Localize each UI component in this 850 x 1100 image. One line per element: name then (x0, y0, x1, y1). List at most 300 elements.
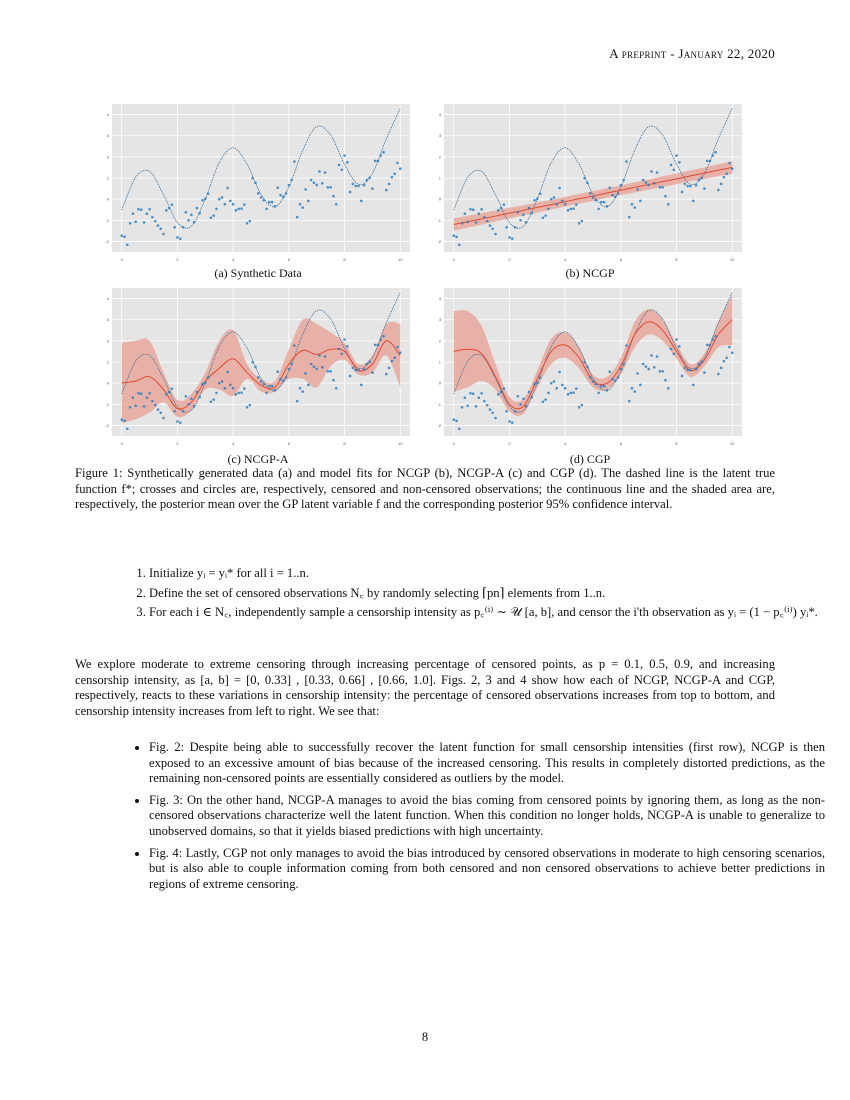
observation-point (656, 171, 659, 174)
observation-point (187, 219, 190, 222)
observation-point (379, 154, 382, 157)
observation-point (461, 222, 464, 225)
observation-point (645, 365, 648, 368)
observation-point (349, 375, 352, 378)
observation-point (137, 208, 140, 211)
observation-point (500, 207, 503, 210)
observation-point (622, 363, 625, 366)
observation-point (363, 368, 366, 371)
observation-point (709, 344, 712, 347)
observation-point (555, 387, 558, 390)
observation-point (661, 370, 664, 373)
observation-point (327, 186, 330, 189)
observation-point (519, 219, 522, 222)
running-header: A preprint - January 22, 2020 (609, 46, 775, 61)
observation-point (276, 186, 279, 189)
observation-point (572, 391, 575, 394)
observation-point (343, 338, 346, 341)
observation-point (168, 207, 171, 210)
observation-point (354, 369, 357, 372)
observation-point (146, 396, 149, 399)
observation-point (313, 365, 316, 368)
observation-point (223, 203, 226, 206)
observation-point (210, 216, 213, 219)
observation-point (198, 212, 201, 215)
observation-point (185, 211, 188, 214)
observation-point (129, 406, 132, 409)
observation-point (675, 338, 678, 341)
observation-point (497, 209, 500, 212)
observation-point (154, 404, 157, 407)
observation-point (193, 405, 196, 408)
observation-point (282, 380, 285, 383)
observation-point (489, 408, 492, 411)
observation-point (243, 203, 246, 206)
observation-point (466, 404, 469, 407)
bullet-item: • Fig. 2: Despite being able to successfully recover the latent function for small censorship intensities (first row), NCGP is then exposed to an excessive amount of bias because of the increased censoring. This results in completely distorted predictions, as the remaining non-censored points are essentially considered as outliers by the model. (149, 740, 825, 787)
x-tick-label: 6 (287, 257, 290, 262)
observation-point (522, 213, 525, 216)
observation-point (237, 208, 240, 211)
y-tick-label: 4 (438, 296, 441, 302)
observation-point (165, 393, 168, 396)
observation-point (260, 380, 263, 383)
observation-point (475, 405, 478, 408)
observation-point (254, 182, 257, 185)
observation-point (129, 222, 132, 225)
observation-point (723, 360, 726, 363)
observation-point (528, 207, 531, 210)
observation-point (583, 361, 586, 364)
observation-point (246, 222, 249, 225)
observation-point (315, 184, 318, 187)
observation-point (633, 390, 636, 393)
observation-point (379, 338, 382, 341)
observation-point (620, 184, 623, 187)
observation-point (393, 172, 396, 175)
y-tick-label: 3 (106, 133, 109, 139)
observation-point (162, 233, 165, 236)
observation-point (592, 380, 595, 383)
x-tick-label: 10 (730, 441, 735, 446)
observation-point (592, 196, 595, 199)
observation-point (542, 400, 545, 403)
step-item: 3. For each i ∈ N꜀, independently sample a censorship intensity as p꜀⁽ⁱ⁾ ∼ 𝒰 [a, b], and censor the i'th observation as yᵢ = (1 − p꜀⁽ⁱ⁾) yᵢ*. (149, 605, 825, 621)
observation-point (352, 367, 355, 370)
observation-point (505, 410, 508, 413)
observation-point (544, 398, 547, 401)
observation-point (268, 201, 271, 204)
observation-point (525, 405, 528, 408)
observation-point (656, 355, 659, 358)
observation-point (659, 186, 662, 189)
y-tick-label: 1 (106, 359, 109, 365)
observation-point (159, 411, 162, 414)
observation-point (301, 206, 304, 209)
observation-point (343, 154, 346, 157)
observation-point (251, 361, 254, 364)
observation-point (296, 400, 299, 403)
plot-ncgp (434, 104, 746, 270)
observation-point (464, 212, 467, 215)
observation-point (393, 356, 396, 359)
observation-point (246, 406, 249, 409)
censoring-steps (75, 566, 825, 625)
observation-point (148, 208, 151, 211)
observation-point (728, 346, 731, 349)
observation-point (151, 400, 154, 403)
observation-point (179, 237, 182, 240)
observation-point (544, 214, 547, 217)
observation-point (672, 352, 675, 355)
observation-point (586, 366, 589, 369)
observation-point (377, 344, 380, 347)
y-tick-label: -2 (105, 238, 109, 244)
observation-point (249, 220, 252, 223)
subcaption-a: (a) Synthetic Data (214, 266, 302, 280)
observation-point (539, 376, 542, 379)
observation-point (589, 192, 592, 195)
observation-point (720, 367, 723, 370)
x-tick-label: 8 (343, 257, 346, 262)
observation-point (553, 380, 556, 383)
observation-point (296, 216, 299, 219)
observation-point (491, 227, 494, 230)
observation-point (723, 176, 726, 179)
observation-point (268, 385, 271, 388)
observation-point (533, 383, 536, 386)
observation-point (201, 383, 204, 386)
y-tick-label: 0 (106, 196, 109, 202)
x-tick-label: 10 (398, 441, 403, 446)
observation-point (550, 382, 553, 385)
observation-point (633, 206, 636, 209)
observation-point (698, 363, 701, 366)
x-tick-label: 0 (452, 441, 455, 446)
observation-point (672, 168, 675, 171)
observation-point (204, 381, 207, 384)
observation-point (698, 179, 701, 182)
observation-point (274, 205, 277, 208)
y-tick-label: -1 (437, 217, 441, 223)
x-tick-label: 4 (232, 257, 235, 262)
observation-point (667, 203, 670, 206)
observation-point (625, 160, 628, 163)
observation-point (165, 209, 168, 212)
observation-point (249, 404, 252, 407)
observation-point (600, 385, 603, 388)
observation-point (260, 196, 263, 199)
observation-point (706, 160, 709, 163)
observation-point (589, 376, 592, 379)
observation-point (346, 345, 349, 348)
observation-point (514, 226, 517, 229)
observation-point (469, 208, 472, 211)
observation-point (329, 186, 332, 189)
y-tick-label: 2 (438, 338, 441, 344)
observation-point (240, 207, 243, 210)
observation-point (472, 392, 475, 395)
observation-point (162, 417, 165, 420)
observation-point (483, 400, 486, 403)
observation-point (157, 224, 160, 227)
observation-point (360, 200, 363, 203)
observation-point (126, 428, 129, 431)
observation-point (653, 366, 656, 369)
observation-point (315, 368, 318, 371)
observation-point (452, 234, 455, 237)
observation-point (503, 387, 506, 390)
observation-point (226, 371, 229, 374)
observation-point (304, 372, 307, 375)
observation-point (332, 379, 335, 382)
bullet-item: • Fig. 3: On the other hand, NCGP-A manages to avoid the bias coming from censored points by ignoring them, as long as the non-censored observations characterize well the latent function. When this condition no longer holds, NCGP-A is unable to generalize to unobserved domains, so that it yields biased predictions with high uncertainty. (149, 793, 825, 840)
observation-point (567, 393, 570, 396)
observation-point (196, 207, 199, 210)
observation-point (257, 376, 260, 379)
observation-point (639, 200, 642, 203)
y-tick-label: 4 (438, 112, 441, 118)
observation-point (243, 387, 246, 390)
observation-point (271, 385, 274, 388)
observation-point (193, 221, 196, 224)
observation-point (123, 235, 126, 238)
y-tick-label: 4 (106, 112, 109, 118)
y-tick-label: 2 (106, 338, 109, 344)
observation-point (371, 371, 374, 374)
observation-point (221, 380, 224, 383)
observation-point (517, 211, 520, 214)
x-tick-label: 0 (452, 257, 455, 262)
step-item: 2. Define the set of censored observations N꜀ by randomly selecting ⌈pn⌉ elements from 1..n. (149, 586, 825, 602)
observation-point (321, 182, 324, 185)
observation-point (678, 345, 681, 348)
observation-point (622, 179, 625, 182)
observation-point (581, 220, 584, 223)
y-tick-label: -2 (437, 238, 441, 244)
observation-point (293, 160, 296, 163)
observation-point (382, 151, 385, 154)
observation-point (360, 384, 363, 387)
observation-point (533, 199, 536, 202)
observation-point (594, 199, 597, 202)
observation-point (647, 368, 650, 371)
plot-cgp (434, 288, 746, 454)
observation-point (689, 369, 692, 372)
observation-point (182, 410, 185, 413)
observation-point (455, 235, 458, 238)
x-tick-label: 10 (398, 257, 403, 262)
observation-point (564, 387, 567, 390)
observation-point (711, 154, 714, 157)
observation-point (187, 403, 190, 406)
observation-point (368, 360, 371, 363)
observation-point (143, 221, 146, 224)
observation-point (226, 187, 229, 190)
observation-point (307, 200, 310, 203)
x-tick-label: 6 (287, 441, 290, 446)
observation-point (536, 381, 539, 384)
observation-point (528, 391, 531, 394)
findings-list (75, 740, 825, 898)
observation-point (279, 194, 282, 197)
observation-point (695, 184, 698, 187)
observation-point (313, 181, 316, 184)
observation-point (617, 376, 620, 379)
observation-point (681, 375, 684, 378)
observation-point (452, 418, 455, 421)
observation-point (603, 385, 606, 388)
observation-point (681, 191, 684, 194)
observation-point (703, 187, 706, 190)
subcaption-d: (d) CGP (569, 452, 611, 466)
observation-point (700, 176, 703, 179)
observation-point (137, 392, 140, 395)
observation-point (146, 212, 149, 215)
observation-point (235, 209, 238, 212)
observation-point (293, 344, 296, 347)
observation-point (706, 344, 709, 347)
observation-point (385, 373, 388, 376)
x-tick-label: 6 (619, 441, 622, 446)
observation-point (265, 392, 268, 395)
observation-point (628, 400, 631, 403)
plot-synthetic-data (102, 104, 414, 270)
observation-point (475, 221, 478, 224)
observation-point (285, 192, 288, 195)
observation-point (346, 161, 349, 164)
observation-point (123, 419, 126, 422)
observation-point (661, 186, 664, 189)
observation-point (561, 384, 564, 387)
observation-point (327, 370, 330, 373)
observation-point (458, 244, 461, 247)
observation-point (257, 192, 260, 195)
observation-point (349, 191, 352, 194)
observation-point (179, 421, 182, 424)
observation-point (561, 200, 564, 203)
observation-point (274, 389, 277, 392)
observation-point (731, 167, 734, 170)
observation-point (647, 184, 650, 187)
observation-point (650, 354, 653, 357)
observation-point (399, 351, 402, 354)
observation-point (324, 171, 327, 174)
observation-point (522, 397, 525, 400)
observation-point (310, 179, 313, 182)
observation-point (670, 164, 673, 167)
y-tick-label: -1 (437, 401, 441, 407)
observation-point (714, 335, 717, 338)
y-tick-label: 0 (106, 380, 109, 386)
observation-point (159, 227, 162, 230)
observation-point (215, 392, 218, 395)
observation-point (555, 203, 558, 206)
x-tick-label: 0 (120, 257, 123, 262)
observation-point (480, 392, 483, 395)
observation-point (232, 387, 235, 390)
observation-point (299, 387, 302, 390)
observation-point (126, 244, 129, 247)
observation-point (608, 370, 611, 373)
observation-point (251, 177, 254, 180)
observation-point (279, 378, 282, 381)
y-tick-label: 2 (106, 154, 109, 160)
y-tick-label: 3 (106, 317, 109, 323)
observation-point (564, 203, 567, 206)
observation-point (310, 363, 313, 366)
observation-point (731, 351, 734, 354)
observation-point (569, 392, 572, 395)
observation-point (478, 396, 481, 399)
observation-point (617, 192, 620, 195)
observation-point (461, 406, 464, 409)
observation-point (288, 368, 291, 371)
observation-point (547, 208, 550, 211)
y-tick-label: 0 (438, 196, 441, 202)
observation-point (650, 170, 653, 173)
observation-point (382, 335, 385, 338)
observation-point (636, 372, 639, 375)
x-tick-label: 2 (176, 257, 179, 262)
observation-point (237, 392, 240, 395)
observation-point (391, 360, 394, 363)
observation-point (511, 421, 514, 424)
observation-point (371, 187, 374, 190)
y-tick-label: -2 (105, 422, 109, 428)
observation-point (335, 203, 338, 206)
y-tick-label: 1 (106, 175, 109, 181)
observation-point (385, 189, 388, 192)
x-tick-label: 8 (675, 441, 678, 446)
observation-point (703, 371, 706, 374)
observation-point (709, 160, 712, 163)
plot-ncgp-a (102, 288, 414, 454)
observation-point (511, 237, 514, 240)
observation-point (157, 408, 160, 411)
observation-point (391, 176, 394, 179)
observation-point (388, 183, 391, 186)
observation-point (352, 183, 355, 186)
observation-point (321, 366, 324, 369)
y-tick-label: -1 (105, 401, 109, 407)
observation-point (675, 154, 678, 157)
observation-point (480, 208, 483, 211)
observation-point (686, 185, 689, 188)
x-tick-label: 8 (343, 441, 346, 446)
observation-point (464, 396, 467, 399)
observation-point (254, 366, 257, 369)
observation-point (132, 396, 135, 399)
observation-point (494, 417, 497, 420)
observation-point (508, 420, 511, 423)
observation-point (692, 384, 695, 387)
observation-point (198, 396, 201, 399)
observation-point (143, 405, 146, 408)
observation-point (396, 162, 399, 165)
observation-point (567, 209, 570, 212)
observation-point (301, 390, 304, 393)
observation-point (335, 387, 338, 390)
observation-point (684, 183, 687, 186)
observation-point (575, 203, 578, 206)
observation-point (686, 369, 689, 372)
observation-point (304, 188, 307, 191)
observation-point (229, 200, 232, 203)
x-tick-label: 2 (176, 441, 179, 446)
observation-point (173, 410, 176, 413)
observation-point (631, 203, 634, 206)
